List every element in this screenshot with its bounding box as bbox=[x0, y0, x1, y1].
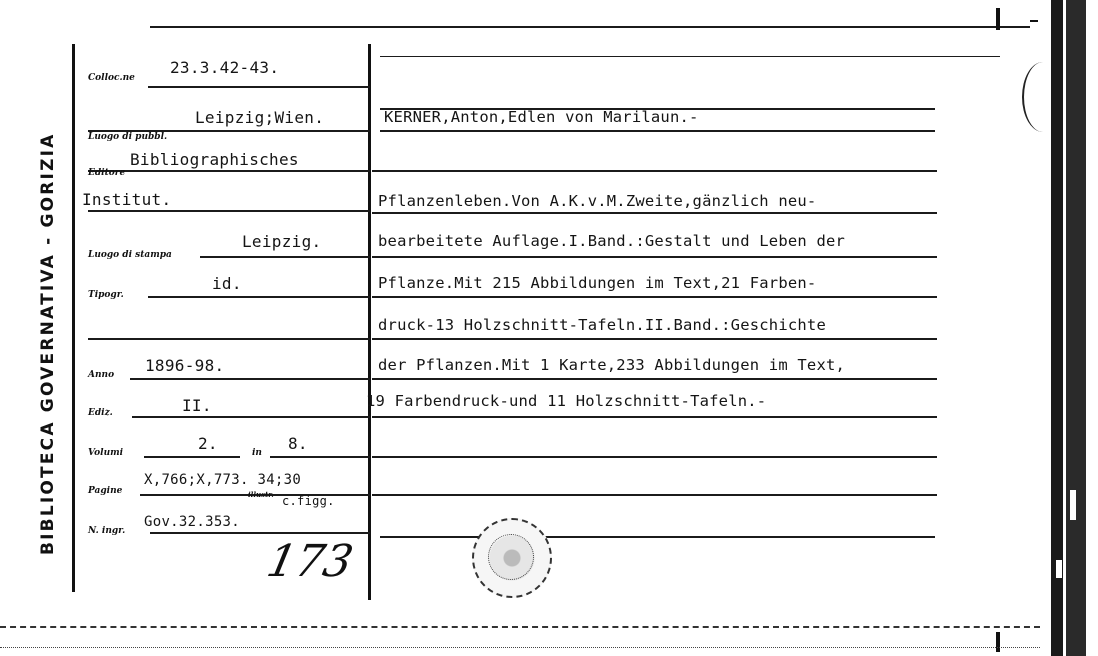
rule-right-5 bbox=[372, 256, 937, 258]
record-line-6: 19 Farbendruck-und 11 Holzschnitt-Tafeln.- bbox=[366, 392, 767, 410]
top-rule-1 bbox=[150, 26, 1030, 28]
rule-right-7 bbox=[372, 338, 937, 340]
value-colloc: 23.3.42-43. bbox=[170, 58, 280, 77]
rule-ediz bbox=[132, 416, 370, 418]
rule-luogo-stampa bbox=[200, 256, 370, 258]
rule-anno bbox=[130, 378, 370, 380]
value-luogo-stampa: Leipzig. bbox=[242, 232, 322, 251]
edge-tick-bottom bbox=[996, 632, 1000, 652]
rule-right-8 bbox=[372, 378, 937, 380]
label-luogo-pubbl: Luogo di pubbl. bbox=[88, 132, 168, 142]
label-illustr: illustr. bbox=[248, 490, 274, 499]
edge-tick-mid bbox=[1030, 20, 1038, 22]
value-pagine: X,766;X,773. 34;30 bbox=[144, 472, 302, 488]
scan-edge-dark bbox=[1051, 0, 1063, 656]
label-ediz: Ediz. bbox=[88, 408, 113, 418]
record-heading: KERNER,Anton,Edlen von Marilaun.- bbox=[384, 108, 699, 126]
rule-n-ingr bbox=[150, 532, 370, 534]
label-colloc: Colloc.ne bbox=[88, 73, 135, 83]
label-anno: Anno bbox=[88, 370, 115, 380]
center-divider-line bbox=[368, 44, 371, 600]
record-line-3: Pflanze.Mit 215 Abbildungen im Text,21 Farben- bbox=[378, 274, 817, 292]
rule-volumi-in bbox=[270, 456, 370, 458]
rule-right-2 bbox=[380, 130, 935, 132]
value-tipogr: id. bbox=[212, 274, 242, 293]
record-line-5: der Pflanzen.Mit 1 Karte,233 Abbildungen im Text, bbox=[378, 356, 846, 374]
scan-speck-2 bbox=[1056, 560, 1062, 578]
scan-edge-dark-2 bbox=[1066, 0, 1086, 656]
bottom-edge-dots bbox=[0, 647, 1040, 648]
value-volumi: 2. bbox=[198, 434, 218, 453]
value-editore-2: Institut. bbox=[82, 190, 172, 209]
record-line-2: bearbeitete Auflage.I.Band.:Gestalt und Leben der bbox=[378, 232, 846, 250]
rule-right-10 bbox=[372, 456, 937, 458]
rule-volumi bbox=[144, 456, 240, 458]
library-stamp-icon bbox=[472, 518, 552, 598]
record-line-1: Pflanzenleben.Von A.K.v.M.Zweite,gänzlich neu- bbox=[378, 192, 817, 210]
rule-right-9 bbox=[372, 416, 937, 418]
rule-right-12 bbox=[380, 536, 935, 538]
label-editore: Editore bbox=[88, 168, 126, 178]
rule-right-11 bbox=[372, 494, 937, 496]
rule-right-3 bbox=[372, 170, 937, 172]
label-volumi: Volumi bbox=[88, 448, 124, 458]
rule-colloc bbox=[148, 86, 370, 88]
rule-right-4 bbox=[372, 212, 937, 214]
top-rule-2 bbox=[380, 56, 1000, 57]
rule-tipogr bbox=[148, 296, 370, 298]
rule-editore bbox=[88, 170, 370, 172]
handwritten-number: 173 bbox=[262, 536, 358, 587]
left-margin-line bbox=[72, 44, 75, 592]
value-illustr: c.figg. bbox=[282, 494, 335, 508]
label-luogo-stampa: Luogo di stampa bbox=[88, 250, 172, 260]
value-anno: 1896-98. bbox=[145, 356, 225, 375]
value-editore-1: Bibliographisches bbox=[130, 150, 299, 169]
rule-right-6 bbox=[372, 296, 937, 298]
rule-institut bbox=[88, 210, 370, 212]
value-volumi-in: 8. bbox=[288, 434, 308, 453]
library-vertical-label: BIBLIOTECA GOVERNATIVA - GORIZIA bbox=[38, 132, 58, 555]
label-pagine: Pagine bbox=[88, 486, 123, 496]
edge-tick-top bbox=[996, 8, 1000, 30]
rule-blank bbox=[88, 338, 370, 340]
scan-speck-1 bbox=[1070, 490, 1076, 520]
label-tipogr: Tipogr. bbox=[88, 290, 124, 300]
label-volumi-in: in bbox=[252, 448, 262, 458]
value-ediz: II. bbox=[182, 396, 212, 415]
label-n-ingr: N. ingr. bbox=[88, 526, 126, 536]
value-luogo-pubbl: Leipzig;Wien. bbox=[195, 108, 325, 127]
record-line-4: druck-13 Holzschnitt-Tafeln.II.Band.:Geschichte bbox=[378, 316, 826, 334]
value-n-ingr: Gov.32.353. bbox=[144, 514, 241, 530]
bottom-edge-dashes bbox=[0, 626, 1040, 628]
